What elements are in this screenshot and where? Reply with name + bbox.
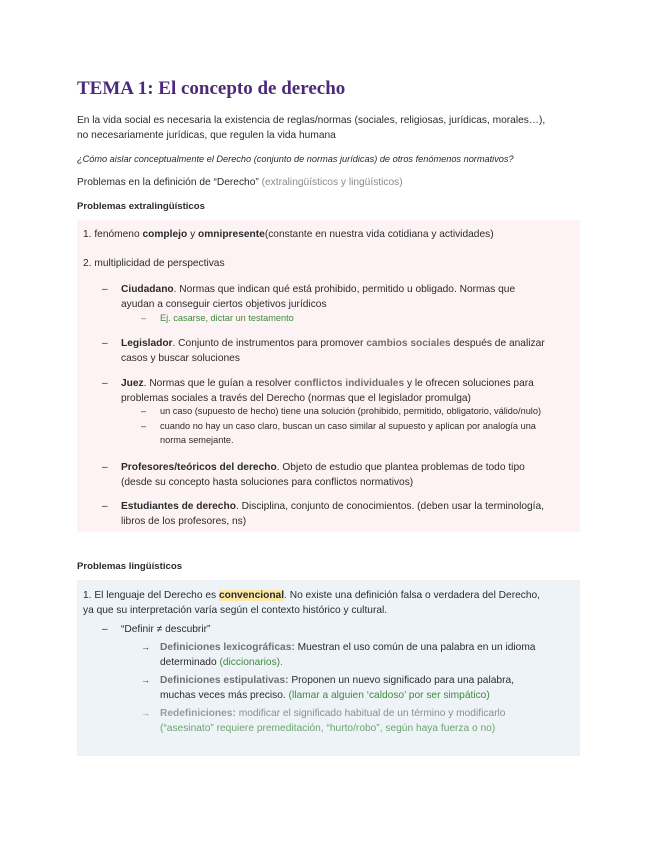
item-complex-bold-2: omnipresente [198, 229, 265, 240]
item-complex [83, 227, 494, 242]
legislador-post: después de analizar [453, 338, 545, 349]
item-complex-prefix: 1. fenómeno [83, 229, 140, 240]
intro-line-1: En la vida social es necesaria la existencia de reglas/normas (sociales, religiosas, jurídicas, morales…), [77, 115, 546, 126]
profesores-line-1: . Objeto de estudio que plantea problemas de todo tipo [276, 462, 525, 473]
definition-text: Problemas en la definición de “Derecho” [77, 177, 259, 188]
term-estudiantes: Estudiantes de derecho [121, 501, 236, 512]
lex-green: (diccionarios). [219, 657, 283, 668]
def-redefinitions [160, 706, 572, 736]
est-green: (llamar a alguien ‘caldoso’ por ser simpático) [288, 690, 490, 701]
legislador-pre: . Conjunto de instrumentos para promover [172, 338, 364, 349]
juez-line-2: problemas sociales a través del Derecho (normas que el legislador promulga) [121, 393, 471, 404]
definir-descubrir: – “Definir ≠ descubrir” [121, 622, 210, 637]
item-complex-bold-1: complejo [142, 229, 188, 240]
legislador-line-2: casos y buscar soluciones [121, 353, 240, 364]
ciudadano-example: – Ej. casarse, dictar un testamento [160, 311, 294, 326]
est-term: Definiciones estipulativas: [160, 675, 289, 686]
juez-post: y le ofrecen soluciones para [406, 378, 534, 389]
juez-sub-1: – un caso (supuesto de hecho) tiene una solución (prohibido, permitido, obligatorio, válido/nulo) [160, 404, 580, 418]
term-legislador: Legislador [121, 338, 173, 349]
def-stipulative [160, 673, 572, 703]
definition-line [77, 175, 403, 190]
heading-linguistic: Problemas lingüísticos [77, 561, 183, 572]
lex-text: Muestran el uso común de una palabra en un idioma [297, 642, 536, 653]
conventional-highlight: convencional [218, 590, 285, 601]
juez-bold: conflictos individuales [294, 378, 405, 389]
est-line-2: muchas veces más preciso. [160, 690, 286, 701]
estudiantes-line-1: . Disciplina, conjunto de conocimientos. (deben usar la terminología, [235, 501, 544, 512]
lex-term: Definiciones lexicográficas: [160, 642, 295, 653]
juez-sub-2-line-2: norma semejante. [160, 435, 234, 445]
intro-line-2: no necesariamente jurídicas, que regulen la vida humana [77, 130, 336, 141]
conventional-post: . No existe una definición falsa o verdadera del Derecho, [284, 590, 541, 601]
perspective-estudiantes [121, 499, 571, 529]
legislador-bold: cambios sociales [366, 338, 451, 349]
perspective-juez [121, 376, 571, 406]
term-ciudadano: Ciudadano [121, 284, 174, 295]
heading-extralinguistic: Problemas extralingüísticos [77, 201, 205, 212]
guiding-question: ¿Cómo aislar conceptualmente el Derecho (conjunto de normas jurídicas) de otros fenómenos normativos? [77, 154, 514, 164]
def-lexicographic [160, 640, 572, 670]
juez-pre: . Normas que le guían a resolver [143, 378, 292, 389]
juez-sub-2 [160, 419, 580, 447]
item-complex-rest: (constante en nuestra vida cotidiana y actividades) [264, 229, 494, 240]
item-conventional [83, 588, 573, 618]
intro-paragraph [77, 113, 577, 143]
ciudadano-line-2: ayudan a conseguir ciertos objetivos jurídicos [121, 299, 327, 310]
est-text: Proponen un nuevo significado para una palabra, [291, 675, 514, 686]
estudiantes-line-2: libros de los profesores, ns) [121, 516, 247, 527]
lex-line-2: determinado [160, 657, 217, 668]
item-complex-mid: y [190, 229, 196, 240]
conventional-line-2: ya que su interpretación varía según el contexto histórico y cultural. [83, 605, 388, 616]
perspective-ciudadano [121, 282, 571, 312]
item-perspectives: 2. multiplicidad de perspectivas [83, 258, 225, 269]
definition-aside: (extralingüísticos y lingüísticos) [261, 177, 403, 188]
perspective-legislador [121, 336, 571, 366]
page-title: TEMA 1: El concepto de derecho [77, 78, 346, 99]
term-juez: Juez [121, 378, 144, 389]
profesores-line-2: (desde su concepto hasta soluciones para conflictos normativos) [121, 477, 414, 488]
term-profesores: Profesores/teóricos del derecho [121, 462, 277, 473]
red-text: modificar el significado habitual de un término y modificarlo [238, 708, 506, 719]
red-term: Redefiniciones: [160, 708, 236, 719]
red-green: (“asesinato” requiere premeditación, “hurto/robo”, según haya fuerza o no) [160, 723, 496, 734]
perspective-profesores [121, 460, 571, 490]
ciudadano-line-1: . Normas que indican qué está prohibido, permitido u obligado. Normas que [173, 284, 516, 295]
conventional-pre: 1. El lenguaje del Derecho es [83, 590, 217, 601]
juez-sub-2-line-1: – cuando no hay un caso claro, buscan un caso similar al supuesto y aplican por analogía una [160, 421, 536, 431]
